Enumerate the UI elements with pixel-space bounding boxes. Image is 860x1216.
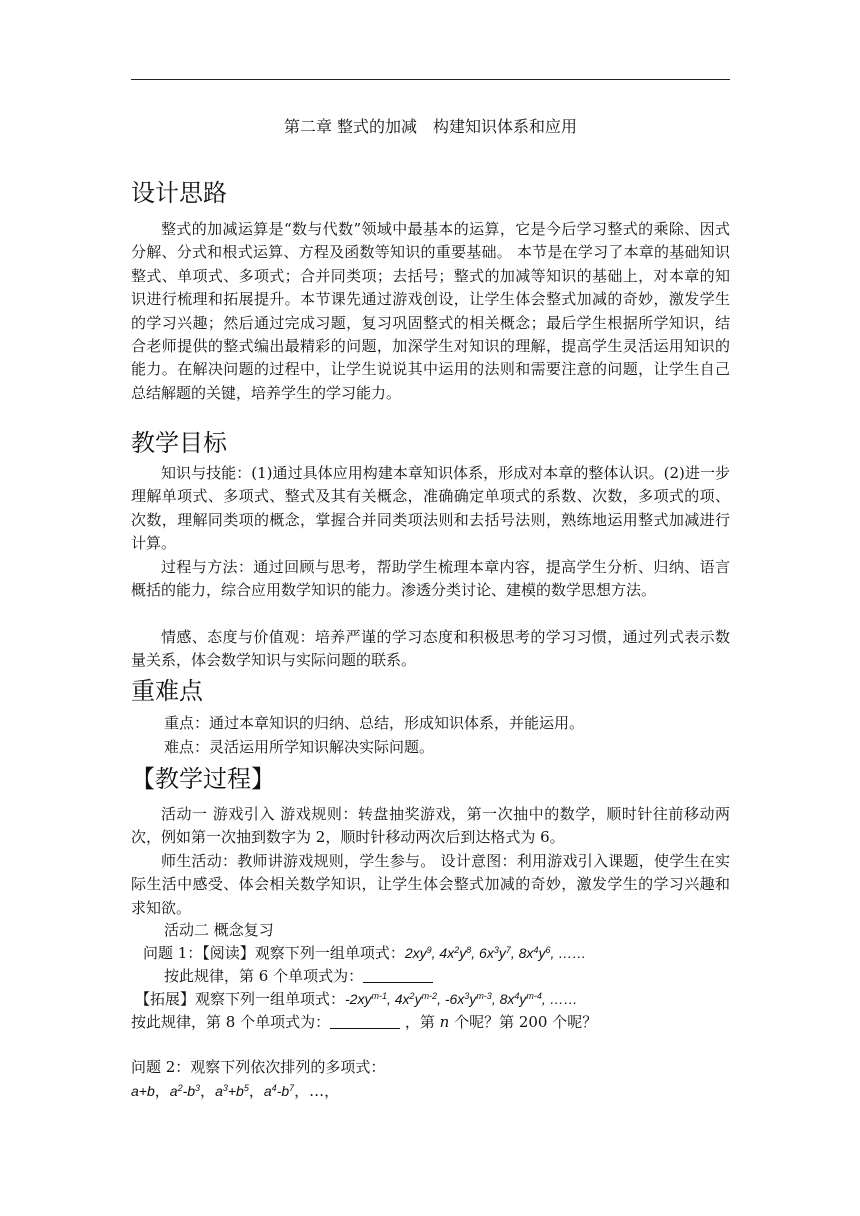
question-one-rule: 按此规律，第 6 个单项式为： bbox=[131, 965, 774, 987]
question-two: 问题 2：观察下列依次排列的多项式： bbox=[131, 1058, 386, 1076]
difficult-point: 难点：灵活运用所学知识解决实际问题。 bbox=[164, 738, 435, 756]
question-one-terms: $2xy^9$, $4x^2y^8$, $6x^3y^7$, $8x^4y^6$, …… bbox=[404, 945, 587, 961]
design-paragraph: 整式的加减运算是“数与代数”领域中最基本的运算，它是今后学习整式的乘除、因式分解、分式和根式运算、方程及函数等知识的重要基础。 本节是在学习了本章的基础知识整式、单项式、多项式；合并同类项；去括号；整式的加减等知识的基础上，对本章的知识进行梳理和拓展提升。本节课先通过游戏创设，让学生体会整式加减的奇妙，激发学生的学习兴趣；然后通过完成习题，复习巩固整式的相关概念；最后学生根据所学知识，结合老师提供的整式编出最精彩的问题，加深学生对知识的理解，提高学生灵活运用知识的能力。在解决问题的过程中，让学生说说其中运用的法则和需要注意的问题，让学生自己总结解题的关键，培养学生的学习能力。 bbox=[131, 220, 730, 402]
question-one-prefix: 问题 1：【阅读】观察下列一组单项式： bbox=[143, 944, 405, 962]
page-title: 第二章 整式的加减 构建知识体系和应用 bbox=[283, 117, 578, 136]
heading-goals: 教学目标 bbox=[131, 429, 227, 457]
question-one bbox=[131, 942, 753, 964]
key-point: 重点：通过本章知识的归纳、总结，形成知识体系，并能运用。 bbox=[164, 714, 585, 732]
extension-terms: $-2xy^{m-1}$, $4x^2y^{m-2}$, $-6x^3y^{m-3}$, $8x^4y^{m-4}$, …… bbox=[345, 991, 578, 1007]
activity-one: 活动一 游戏引入 游戏规则：转盘抽奖游戏，第一次抽中的数学，顺时针往前移动两次，例如第一次抽到数字为 2，顺时针移动两次后到达格式为 6。 bbox=[131, 805, 730, 847]
goals-process: 过程与方法：通过回顾与思考，帮助学生梳理本章内容，提高学生分析、归纳、语言概括的能力，综合应用数学知识的能力。渗透分类讨论、建模的数学思想方法。 bbox=[131, 558, 730, 600]
goals-emotion: 情感、态度与价值观：培养严谨的学习态度和积极思考的学习习惯，通过列式表示数量关系，体会数学知识与实际问题的联系。 bbox=[131, 628, 730, 670]
extension-rule: 按此规律，第 8 个单项式为： ，第 n 个呢？第 200 个呢？ bbox=[131, 1013, 598, 1031]
heading-process: 【教学过程】 bbox=[131, 765, 275, 793]
answer-blank-1[interactable] bbox=[363, 968, 433, 983]
extension-prefix: 【拓展】观察下列一组单项式： bbox=[135, 990, 346, 1008]
heading-design: 设计思路 bbox=[131, 179, 227, 207]
activity-two: 活动二 概念复习 bbox=[164, 921, 274, 939]
extension bbox=[131, 988, 745, 1010]
heading-key-points: 重难点 bbox=[131, 677, 203, 705]
question-two-terms: a+b，$a^2-b^3$，$a^3+b^5$，$a^4-b^7$，…， bbox=[131, 1082, 340, 1100]
teacher-activity: 师生活动：教师讲游戏规则，学生参与。 设计意图：利用游戏引入课题，使学生在实际生活中感受、体会相关数学知识，让学生体会整式加减的奇妙，激发学生的学习兴趣和求知欲。 bbox=[131, 852, 730, 917]
answer-blank-2[interactable] bbox=[330, 1014, 400, 1029]
header-rule bbox=[131, 79, 730, 80]
goals-knowledge: 知识与技能：(1)通过具体应用构建本章知识体系，形成对本章的整体认识。(2)进一步理解单项式、多项式、整式及其有关概念，准确确定单项式的系数、次数，多项式的项、次数，理解同类项的概念，掌握合并同类项法则和去括号法则，熟练地运用整式加减进行计算。 bbox=[131, 464, 730, 553]
